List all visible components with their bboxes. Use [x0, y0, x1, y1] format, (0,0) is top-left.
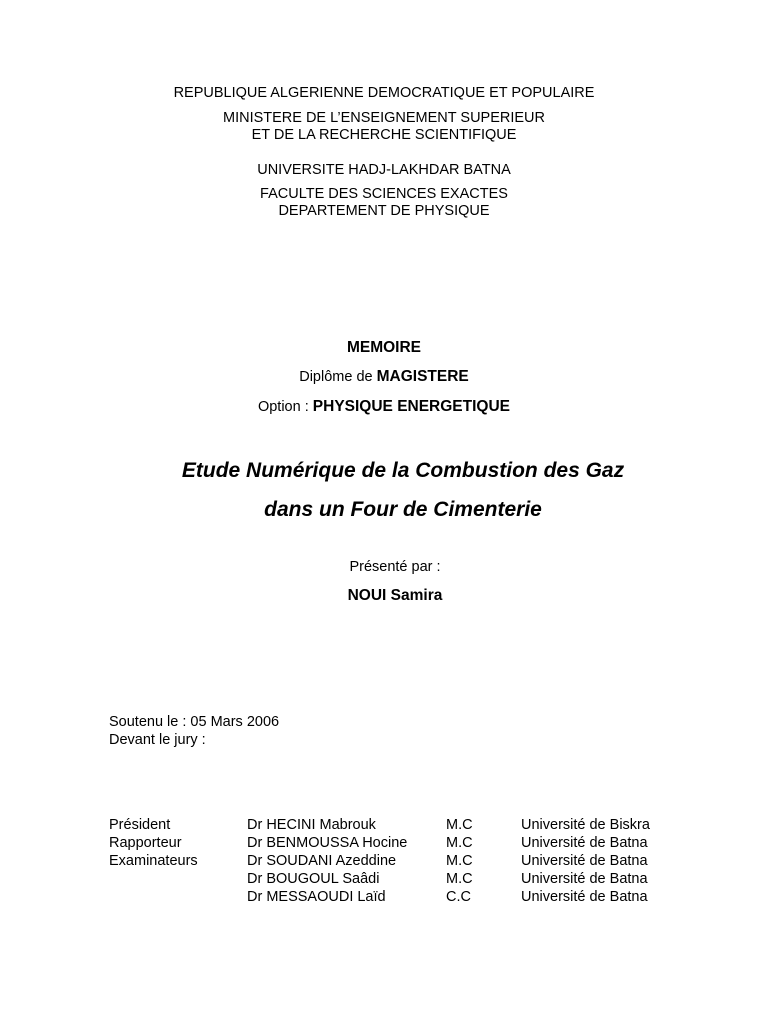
diploma-name: MAGISTERE — [376, 368, 469, 385]
thesis-type: MEMOIRE — [346, 339, 422, 356]
thesis-title-line-1: Etude Numérique de la Combustion des Gaz — [181, 459, 625, 482]
ministry-line-1: MINISTERE DE L’ENSEIGNEMENT SUPERIEUR — [222, 110, 546, 126]
jury-university: Université de Batna — [521, 835, 648, 851]
jury-row — [0, 816, 768, 834]
jury-member-name: Dr BENMOUSSA Hocine — [247, 835, 408, 851]
jury-member-name: Dr MESSAOUDI Laïd — [247, 889, 386, 905]
jury-grade: M.C — [446, 817, 473, 833]
defense-date: Soutenu le : 05 Mars 2006 — [109, 714, 280, 730]
jury-grade: M.C — [446, 871, 473, 887]
jury-grade: M.C — [446, 853, 473, 869]
option-prefix: Option : — [257, 399, 309, 415]
diploma-line — [0, 368, 768, 386]
jury-grade: M.C — [446, 835, 473, 851]
university-name: UNIVERSITE HADJ-LAKHDAR BATNA — [257, 162, 511, 178]
jury-member-name: Dr BOUGOUL Saâdi — [247, 871, 380, 887]
department-name: DEPARTEMENT DE PHYSIQUE — [278, 203, 490, 219]
jury-label: Devant le jury : — [109, 732, 206, 748]
jury-member-name: Dr HECINI Mabrouk — [247, 817, 376, 833]
presented-by-label: Présenté par : — [349, 559, 441, 575]
ministry-line-2: ET DE LA RECHERCHE SCIENTIFIQUE — [251, 127, 517, 143]
jury-role: Rapporteur — [109, 835, 182, 851]
jury-row — [0, 888, 768, 906]
jury-university: Université de Biskra — [521, 817, 650, 833]
jury-university: Université de Batna — [521, 871, 648, 887]
republic-heading: REPUBLIQUE ALGERIENNE DEMOCRATIQUE ET POPULAIRE — [173, 85, 595, 101]
faculty-name: FACULTE DES SCIENCES EXACTES — [260, 186, 508, 202]
option-line — [0, 398, 768, 416]
author-name: NOUI Samira — [347, 587, 443, 604]
jury-university: Université de Batna — [521, 889, 648, 905]
diploma-prefix: Diplôme de — [299, 369, 373, 385]
option-name: PHYSIQUE ENERGETIQUE — [312, 398, 511, 415]
jury-member-name: Dr SOUDANI Azeddine — [247, 853, 397, 869]
jury-row — [0, 870, 768, 888]
jury-role: Examinateurs — [109, 853, 198, 869]
jury-role: Président — [109, 817, 171, 833]
jury-row — [0, 834, 768, 852]
jury-row — [0, 852, 768, 870]
thesis-title-line-2: dans un Four de Cimenterie — [264, 498, 542, 521]
jury-university: Université de Batna — [521, 853, 648, 869]
jury-grade: C.C — [446, 889, 471, 905]
